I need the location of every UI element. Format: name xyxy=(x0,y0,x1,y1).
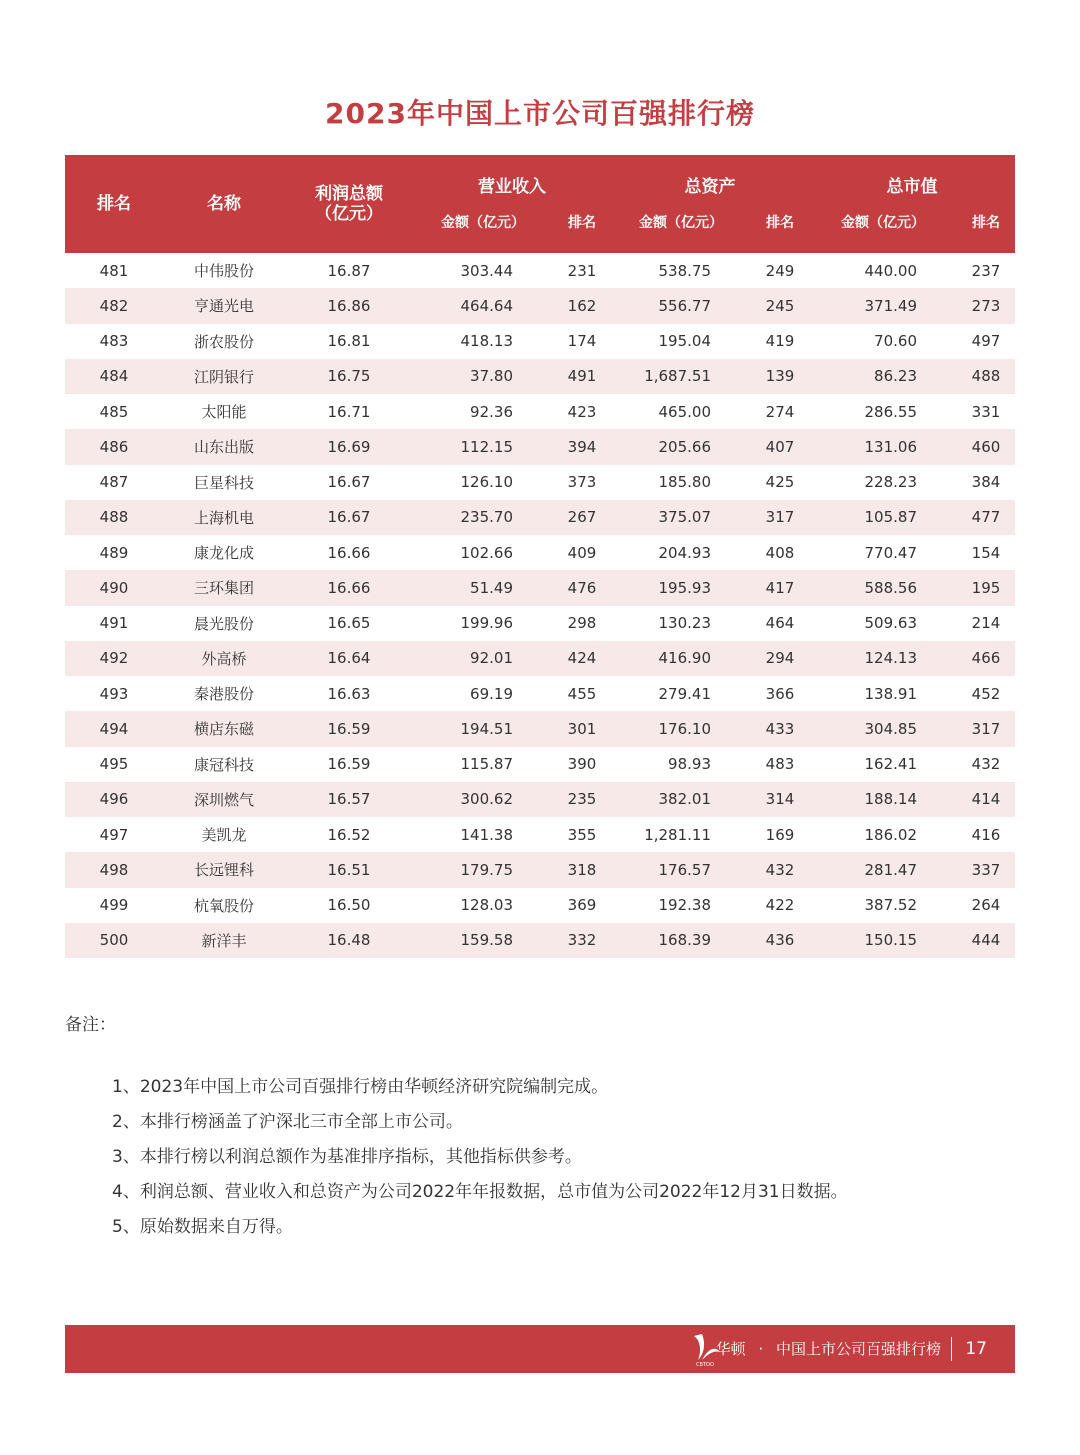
cell-assets-rank: 317 xyxy=(751,500,809,535)
note-item: 5、原始数据来自万得。 xyxy=(112,1217,293,1237)
cell-market-cap-amount: 188.14 xyxy=(809,782,957,817)
cell-name: 康冠科技 xyxy=(193,755,254,774)
cell-assets-rank: 464 xyxy=(765,614,795,633)
cell-revenue-rank: 476 xyxy=(553,570,611,605)
table-row xyxy=(65,888,1015,923)
header-assets-rank: 排名 xyxy=(751,215,809,253)
cell-market-cap-rank: 414 xyxy=(957,782,1015,817)
cell-market-cap-amount: 131.06 xyxy=(809,429,957,464)
table-row xyxy=(65,676,1015,711)
footer-brand: 华顿 xyxy=(715,1340,746,1358)
cell-rank: 486 xyxy=(65,429,163,464)
cell-revenue-amount: 179.75 xyxy=(413,852,553,887)
cell-profit: 16.66 xyxy=(327,543,371,562)
cell-revenue-rank: 162 xyxy=(553,288,611,323)
cell-revenue-amount: 303.44 xyxy=(460,261,513,280)
cell-market-cap-rank: 416 xyxy=(971,825,1001,844)
cell-assets-rank: 483 xyxy=(765,755,795,774)
cell-market-cap-amount: 124.13 xyxy=(809,641,957,676)
cell-assets-amount: 204.93 xyxy=(658,543,711,562)
cell-revenue-amount: 92.01 xyxy=(413,641,553,676)
cell-assets-amount: 98.93 xyxy=(668,755,711,774)
cell-revenue-rank: 455 xyxy=(567,684,597,703)
table-row xyxy=(65,359,1015,394)
table-row xyxy=(65,923,1015,958)
cell-rank: 493 xyxy=(99,684,129,703)
cell-assets-amount: 416.90 xyxy=(611,641,751,676)
header-market-cap: 总市值 xyxy=(809,155,1015,215)
cell-revenue-rank: 318 xyxy=(553,852,611,887)
cell-assets-amount: 205.66 xyxy=(611,429,751,464)
cell-revenue-rank: 373 xyxy=(567,473,597,492)
cell-profit: 16.87 xyxy=(327,261,371,280)
cell-market-cap-rank: 195 xyxy=(957,570,1015,605)
cell-assets-rank: 407 xyxy=(751,429,809,464)
table-row xyxy=(65,465,1015,500)
cell-assets-amount: 556.77 xyxy=(611,288,751,323)
footer-publication: 中国上市公司百强排行榜 xyxy=(775,1340,941,1358)
table-row xyxy=(65,288,1015,323)
cell-market-cap-rank: 432 xyxy=(971,755,1001,774)
cell-revenue-rank: 267 xyxy=(553,500,611,535)
cell-revenue-amount: 300.62 xyxy=(413,782,553,817)
cell-market-cap-amount: 286.55 xyxy=(864,402,917,421)
cell-market-cap-amount: 150.15 xyxy=(809,923,957,958)
cell-market-cap-rank: 214 xyxy=(971,614,1001,633)
cell-revenue-amount: 128.03 xyxy=(460,896,513,915)
cell-market-cap-amount: 228.23 xyxy=(864,473,917,492)
cell-rank: 481 xyxy=(99,261,129,280)
cell-market-cap-amount: 70.60 xyxy=(874,332,917,351)
cell-market-cap-rank: 273 xyxy=(957,288,1015,323)
header-assets: 总资产 xyxy=(611,155,809,215)
cell-name: 康龙化成 xyxy=(193,544,254,563)
cell-assets-rank: 294 xyxy=(751,641,809,676)
cell-assets-rank: 419 xyxy=(765,332,795,351)
cell-assets-amount: 176.10 xyxy=(611,711,751,746)
cell-market-cap-amount: 304.85 xyxy=(809,711,957,746)
cell-name: 巨星科技 xyxy=(193,473,254,492)
cell-market-cap-rank: 237 xyxy=(971,261,1001,280)
cell-revenue-amount: 194.51 xyxy=(413,711,553,746)
cell-name: 美凯龙 xyxy=(201,826,247,845)
cell-name: 上海机电 xyxy=(163,500,285,535)
cell-assets-rank: 436 xyxy=(751,923,809,958)
cell-rank: 484 xyxy=(65,359,163,394)
cell-name: 山东出版 xyxy=(163,429,285,464)
cell-assets-amount: 192.38 xyxy=(658,896,711,915)
cell-revenue-rank: 369 xyxy=(567,896,597,915)
cell-market-cap-amount: 509.63 xyxy=(864,614,917,633)
cell-revenue-rank: 174 xyxy=(567,332,597,351)
cell-market-cap-amount: 440.00 xyxy=(864,261,917,280)
cell-profit: 16.50 xyxy=(327,896,371,915)
cell-assets-rank: 422 xyxy=(765,896,795,915)
cell-revenue-rank: 491 xyxy=(553,359,611,394)
cell-profit: 16.65 xyxy=(327,614,371,633)
cell-name: 杭氧股份 xyxy=(193,896,254,915)
cell-revenue-rank: 390 xyxy=(567,755,597,774)
cell-market-cap-rank: 466 xyxy=(957,641,1015,676)
cell-rank: 483 xyxy=(99,332,129,351)
cell-revenue-amount: 418.13 xyxy=(460,332,513,351)
table-row xyxy=(65,570,1015,605)
cell-name: 横店东磁 xyxy=(163,711,285,746)
cell-profit: 16.51 xyxy=(285,852,413,887)
cell-name: 秦港股份 xyxy=(193,685,254,704)
cell-name: 浙农股份 xyxy=(193,332,254,351)
cell-revenue-rank: 231 xyxy=(567,261,597,280)
cell-market-cap-rank: 337 xyxy=(957,852,1015,887)
table-row xyxy=(65,394,1015,429)
cell-market-cap-rank: 331 xyxy=(971,402,1001,421)
table-row xyxy=(65,324,1015,359)
table-row xyxy=(65,782,1015,817)
cell-revenue-rank: 394 xyxy=(553,429,611,464)
cell-market-cap-rank: 477 xyxy=(957,500,1015,535)
cell-market-cap-amount: 162.41 xyxy=(864,755,917,774)
cell-market-cap-amount: 588.56 xyxy=(809,570,957,605)
cell-market-cap-rank: 444 xyxy=(957,923,1015,958)
header-name: 名称 xyxy=(163,155,285,253)
cell-revenue-amount: 141.38 xyxy=(460,825,513,844)
cell-market-cap-amount: 371.49 xyxy=(809,288,957,323)
cell-revenue-amount: 235.70 xyxy=(413,500,553,535)
header-revenue: 营业收入 xyxy=(413,155,611,215)
ranking-table xyxy=(65,155,1015,958)
cell-rank: 482 xyxy=(65,288,163,323)
table-row xyxy=(65,641,1015,676)
cell-market-cap-amount: 387.52 xyxy=(864,896,917,915)
cell-rank: 495 xyxy=(99,755,129,774)
cell-revenue-rank: 423 xyxy=(567,402,597,421)
logo-text: CBTOO xyxy=(696,1362,714,1368)
table-row xyxy=(65,500,1015,535)
cell-revenue-amount: 464.64 xyxy=(413,288,553,323)
header-market-cap-amount: 金额（亿元） xyxy=(809,215,957,253)
cell-rank: 489 xyxy=(99,543,129,562)
notes-title: 备注： xyxy=(65,1015,116,1035)
cell-rank: 498 xyxy=(65,852,163,887)
cell-rank: 499 xyxy=(99,896,129,915)
cell-name: 新洋丰 xyxy=(163,923,285,958)
cell-name: 长远锂科 xyxy=(163,852,285,887)
cell-assets-amount: 465.00 xyxy=(658,402,711,421)
cell-profit: 16.59 xyxy=(327,755,371,774)
cell-profit: 16.71 xyxy=(327,402,371,421)
cell-name: 外高桥 xyxy=(163,641,285,676)
cell-assets-rank: 245 xyxy=(751,288,809,323)
cell-revenue-rank: 424 xyxy=(553,641,611,676)
table-row xyxy=(65,852,1015,887)
cell-market-cap-amount: 105.87 xyxy=(809,500,957,535)
cell-market-cap-amount: 86.23 xyxy=(809,359,957,394)
cell-rank: 485 xyxy=(99,402,129,421)
cell-rank: 496 xyxy=(65,782,163,817)
cell-assets-rank: 432 xyxy=(751,852,809,887)
cell-revenue-rank: 298 xyxy=(567,614,597,633)
cell-market-cap-amount: 138.91 xyxy=(864,684,917,703)
cell-revenue-amount: 37.80 xyxy=(413,359,553,394)
table-body xyxy=(65,253,1015,958)
cell-revenue-amount: 92.36 xyxy=(470,402,513,421)
cell-revenue-amount: 102.66 xyxy=(460,543,513,562)
footer-dot: · xyxy=(758,1340,764,1358)
cell-profit: 16.64 xyxy=(285,641,413,676)
cell-market-cap-amount: 281.47 xyxy=(809,852,957,887)
cell-market-cap-rank: 460 xyxy=(957,429,1015,464)
footer-bar xyxy=(65,1325,1015,1373)
header-assets-amount: 金额（亿元） xyxy=(611,215,751,253)
cell-profit: 16.67 xyxy=(285,500,413,535)
cell-market-cap-amount: 186.02 xyxy=(864,825,917,844)
cell-assets-amount: 538.75 xyxy=(658,261,711,280)
header-rank: 排名 xyxy=(65,155,163,253)
cell-profit: 16.63 xyxy=(327,684,371,703)
cell-assets-rank: 169 xyxy=(765,825,795,844)
cell-assets-rank: 139 xyxy=(751,359,809,394)
footer-divider xyxy=(951,1337,952,1361)
cell-profit: 16.48 xyxy=(285,923,413,958)
cell-name: 深圳燃气 xyxy=(163,782,285,817)
cell-rank: 497 xyxy=(99,825,129,844)
cell-assets-rank: 366 xyxy=(765,684,795,703)
cell-assets-rank: 417 xyxy=(751,570,809,605)
cell-assets-amount: 195.04 xyxy=(658,332,711,351)
table-row xyxy=(65,747,1015,782)
cell-revenue-amount: 51.49 xyxy=(413,570,553,605)
cell-market-cap-rank: 317 xyxy=(957,711,1015,746)
cell-rank: 488 xyxy=(65,500,163,535)
cell-market-cap-rank: 384 xyxy=(971,473,1001,492)
cell-assets-rank: 249 xyxy=(765,261,795,280)
cell-profit: 16.69 xyxy=(285,429,413,464)
cell-market-cap-amount: 770.47 xyxy=(864,543,917,562)
cell-profit: 16.81 xyxy=(327,332,371,351)
cell-assets-amount: 176.57 xyxy=(611,852,751,887)
cell-rank: 487 xyxy=(99,473,129,492)
cell-revenue-rank: 332 xyxy=(553,923,611,958)
cell-revenue-rank: 301 xyxy=(553,711,611,746)
table-row xyxy=(65,817,1015,852)
page-title: 2023年中国上市公司百强排行榜 xyxy=(325,97,755,130)
cell-profit: 16.52 xyxy=(327,825,371,844)
cell-revenue-amount: 126.10 xyxy=(460,473,513,492)
note-item: 3、本排行榜以利润总额作为基准排序指标，其他指标供参考。 xyxy=(112,1147,582,1167)
cell-market-cap-rank: 154 xyxy=(971,543,1001,562)
cell-assets-amount: 1,687.51 xyxy=(611,359,751,394)
note-item: 1、2023年中国上市公司百强排行榜由华顿经济研究院编制完成。 xyxy=(112,1077,609,1097)
cell-profit: 16.59 xyxy=(285,711,413,746)
header-profit-unit: （亿元） xyxy=(315,204,383,224)
header-profit xyxy=(285,155,413,253)
cell-revenue-rank: 235 xyxy=(553,782,611,817)
cell-profit: 16.66 xyxy=(285,570,413,605)
cell-revenue-amount: 115.87 xyxy=(460,755,513,774)
cell-market-cap-rank: 264 xyxy=(971,896,1001,915)
cell-rank: 492 xyxy=(65,641,163,676)
cell-assets-amount: 185.80 xyxy=(658,473,711,492)
header-revenue-amount: 金额（亿元） xyxy=(413,215,553,253)
notes-list xyxy=(112,1076,848,1251)
note-item: 4、利润总额、营业收入和总资产为公司2022年年报数据，总市值为公司2022年12月31日数据。 xyxy=(112,1182,848,1202)
cell-assets-rank: 425 xyxy=(765,473,795,492)
cell-assets-amount: 1,281.11 xyxy=(644,825,711,844)
cell-revenue-amount: 69.19 xyxy=(470,684,513,703)
header-profit-label: 利润总额 xyxy=(315,183,383,204)
cell-name: 亨通光电 xyxy=(163,288,285,323)
table-row xyxy=(65,711,1015,746)
cell-profit: 16.57 xyxy=(285,782,413,817)
cell-revenue-amount: 159.58 xyxy=(413,923,553,958)
cell-profit: 16.67 xyxy=(327,473,371,492)
cell-assets-amount: 168.39 xyxy=(611,923,751,958)
header-market-cap-rank: 排名 xyxy=(957,215,1015,253)
cell-name: 中伟股份 xyxy=(193,262,254,281)
cell-assets-rank: 433 xyxy=(751,711,809,746)
note-item: 2、本排行榜涵盖了沪深北三市全部上市公司。 xyxy=(112,1112,463,1132)
cell-name: 江阴银行 xyxy=(163,359,285,394)
cell-rank: 494 xyxy=(65,711,163,746)
cell-profit: 16.86 xyxy=(285,288,413,323)
cell-assets-amount: 382.01 xyxy=(611,782,751,817)
cell-profit: 16.75 xyxy=(285,359,413,394)
cell-name: 太阳能 xyxy=(201,403,247,422)
cell-rank: 500 xyxy=(65,923,163,958)
cell-revenue-amount: 199.96 xyxy=(460,614,513,633)
cell-market-cap-rank: 497 xyxy=(971,332,1001,351)
cell-rank: 490 xyxy=(65,570,163,605)
cell-market-cap-rank: 488 xyxy=(957,359,1015,394)
page-number: 17 xyxy=(965,1339,987,1359)
cell-assets-amount: 375.07 xyxy=(611,500,751,535)
cell-market-cap-rank: 452 xyxy=(971,684,1001,703)
cell-rank: 491 xyxy=(99,614,129,633)
cell-name: 三环集团 xyxy=(163,570,285,605)
cell-assets-rank: 274 xyxy=(765,402,795,421)
cell-assets-amount: 130.23 xyxy=(658,614,711,633)
cell-assets-rank: 408 xyxy=(765,543,795,562)
table-row xyxy=(65,429,1015,464)
cell-revenue-rank: 355 xyxy=(567,825,597,844)
cell-assets-rank: 314 xyxy=(751,782,809,817)
table-row xyxy=(65,253,1015,288)
cell-name: 晨光股份 xyxy=(193,614,254,633)
cell-revenue-rank: 409 xyxy=(567,543,597,562)
header-revenue-rank: 排名 xyxy=(553,215,611,253)
table-row xyxy=(65,535,1015,570)
cell-assets-amount: 279.41 xyxy=(658,684,711,703)
cell-revenue-amount: 112.15 xyxy=(413,429,553,464)
table-row xyxy=(65,606,1015,641)
cell-assets-amount: 195.93 xyxy=(611,570,751,605)
footer-text xyxy=(716,1325,941,1373)
